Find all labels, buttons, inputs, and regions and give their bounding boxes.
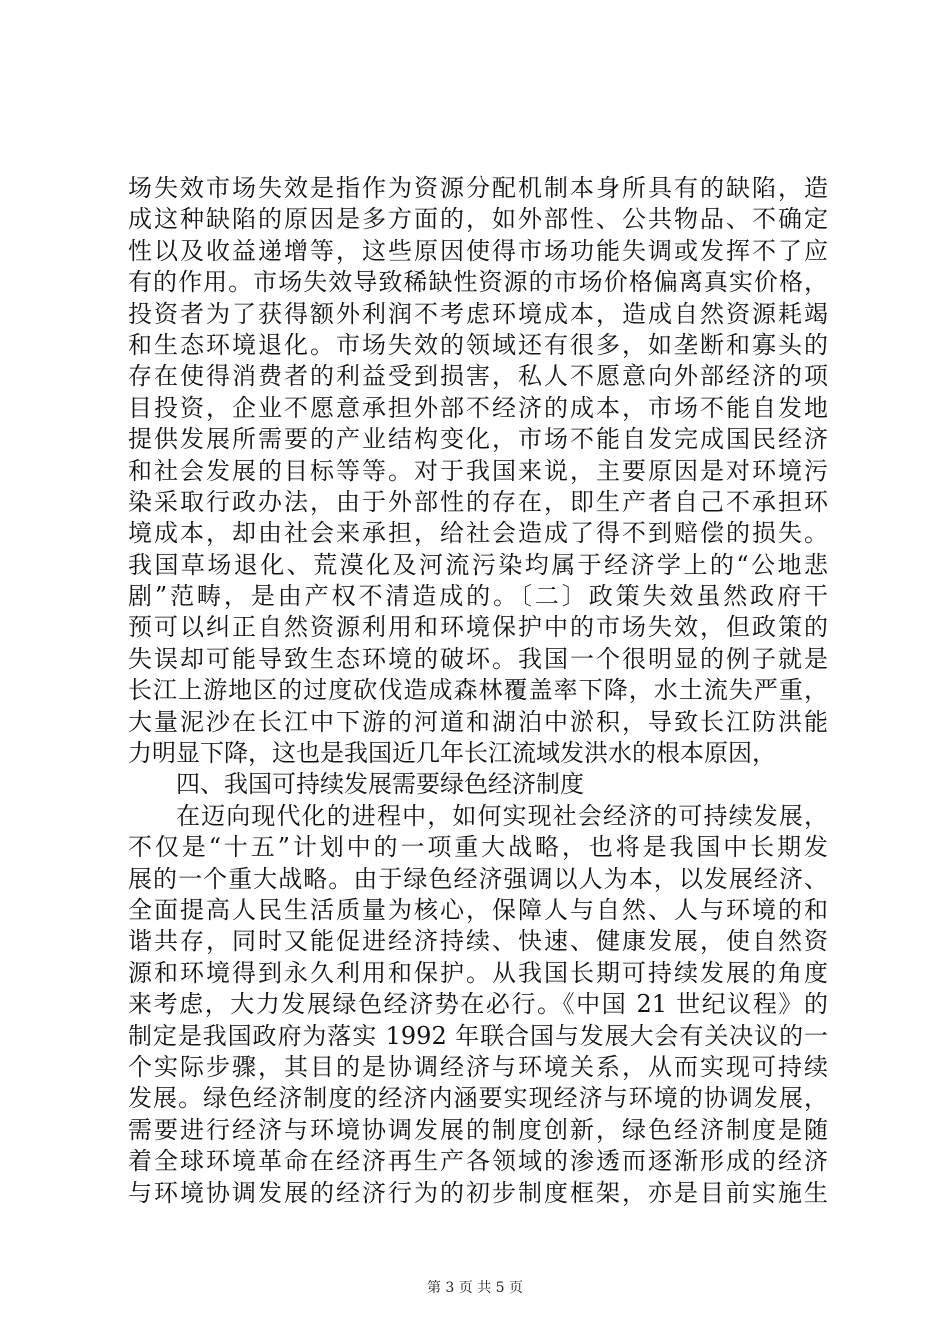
text-line: 谐共存，同时又能促进经济持续、快速、健康发展，使自然资 (128, 927, 828, 956)
text-line: 染采取行政办法，由于外部性的存在，即生产者自己不承担环 (128, 487, 828, 516)
text-line: 场失效市场失效是指作为资源分配机制本身所具有的缺陷，造 (128, 174, 828, 202)
section-heading: 四、我国可持续发展需要绿色经济制度 (176, 770, 584, 799)
text-line: 来考虑，大力发展绿色经济势在必行。《中国 21 世纪议程》的 (128, 990, 828, 1019)
text-line: 源和环境得到永久利用和保护。从我国长期可持续发展的角度 (128, 958, 828, 987)
text-line: 剧”范畴，是由产权不清造成的。〔二〕政策失效虽然政府干 (128, 582, 828, 611)
text-line: 个实际步骤，其目的是协调经济与环境关系，从而实现可持续 (128, 1052, 828, 1081)
text-line: 存在使得消费者的利益受到损害，私人不愿意向外部经济的项 (128, 362, 828, 391)
text-line: 我国草场退化、荒漠化及河流污染均属于经济学上的“公地悲 (128, 550, 828, 579)
text-line: 大量泥沙在长江中下游的河道和湖泊中淤积，导致长江防洪能 (128, 707, 828, 736)
text-line: 在迈向现代化的进程中，如何实现社会经济的可持续发展， (176, 801, 828, 830)
text-line: 和生态环境退化。市场失效的领域还有很多，如垄断和寡头的 (128, 330, 828, 359)
text-line: 预可以纠正自然资源利用和环境保护中的市场失效，但政策的 (128, 613, 828, 642)
text-line: 与环境协调发展的经济行为的初步制度框架，亦是目前实施生 (128, 1178, 828, 1207)
text-line: 不仅是“十五”计划中的一项重大战略，也将是我国中长期发 (128, 833, 828, 862)
text-line: 性以及收益递增等，这些原因使得市场功能失调或发挥不了应 (128, 236, 828, 265)
text-line: 投资者为了获得额外利润不考虑环境成本，造成自然资源耗竭 (128, 299, 828, 328)
text-line: 全面提高人民生活质量为核心，保障人与自然、人与环境的和 (128, 895, 828, 924)
text-line: 制定是我国政府为落实 1992 年联合国与发展大会有关决议的一 (128, 1021, 828, 1050)
text-line: 成这种缺陷的原因是多方面的，如外部性、公共物品、不确定 (128, 205, 828, 234)
text-line: 力明显下降，这也是我国近几年长江流域发洪水的根本原因， (128, 739, 776, 768)
page-footer: 第 3 页 共 5 页 (426, 1280, 524, 1296)
text-line: 和社会发展的目标等等。对于我国来说，主要原因是对环境污 (128, 456, 828, 485)
text-line: 着全球环境革命在经济再生产各领域的渗透而逐渐形成的经济 (128, 1147, 828, 1176)
text-line: 需要进行经济与环境协调发展的制度创新，绿色经济制度是随 (128, 1115, 828, 1144)
document-body (128, 173, 828, 1209)
text-line: 目投资，企业不愿意承担外部不经济的成本，市场不能自发地 (128, 393, 828, 422)
text-line: 失误却可能导致生态环境的破坏。我国一个很明显的例子就是 (128, 644, 828, 673)
text-line: 发展。绿色经济制度的经济内涵要实现经济与环境的协调发展， (128, 1084, 828, 1113)
text-line: 有的作用。市场失效导致稀缺性资源的市场价格偏离真实价格， (128, 268, 828, 297)
text-line: 长江上游地区的过度砍伐造成森林覆盖率下降，水土流失严重， (128, 676, 828, 705)
text-line: 境成本，却由社会来承担，给社会造成了得不到赔偿的损失。 (128, 519, 828, 548)
text-line: 提供发展所需要的产业结构变化，市场不能自发完成国民经济 (128, 425, 828, 454)
text-line: 展的一个重大战略。由于绿色经济强调以人为本，以发展经济、 (128, 864, 828, 893)
